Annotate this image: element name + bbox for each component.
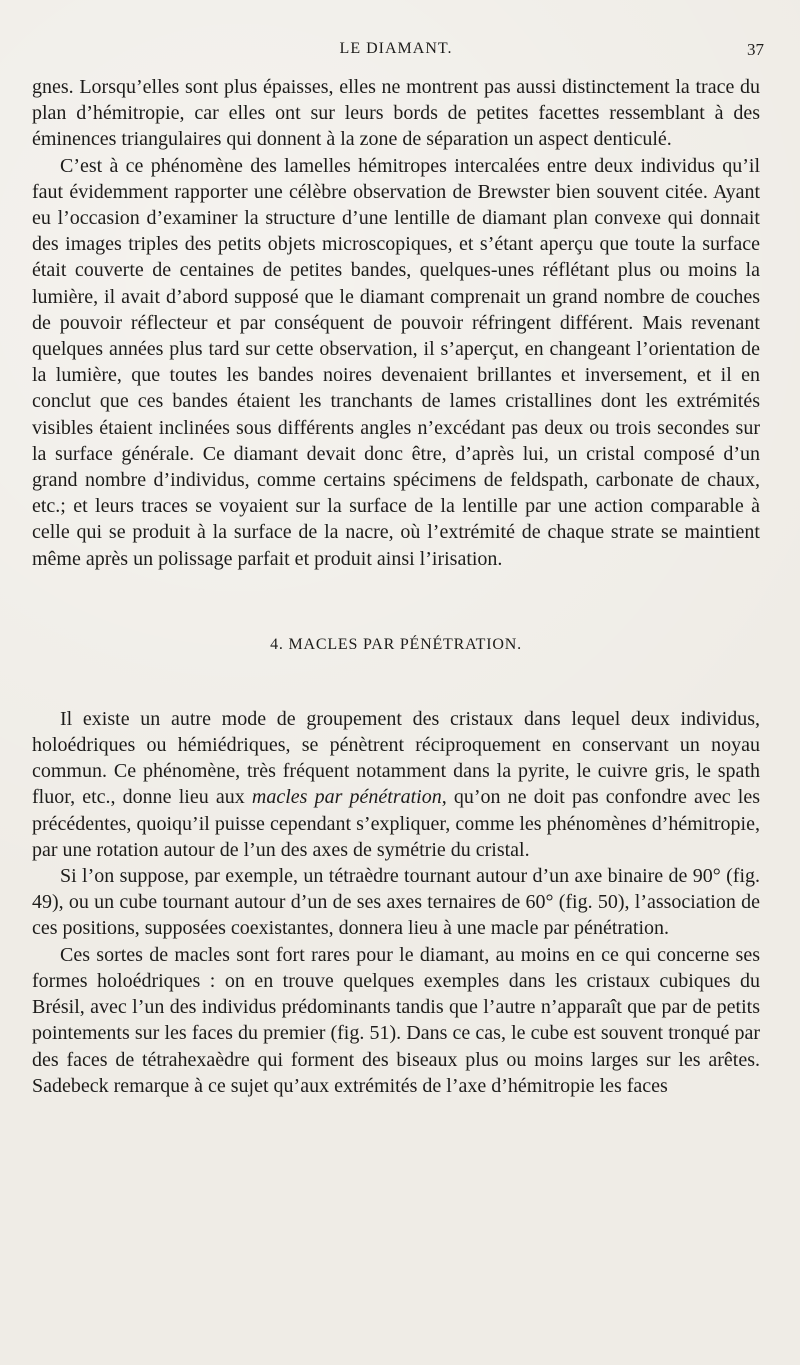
paragraph: Si l’on suppose, par exemple, un tétraèdre tournant autour d’un axe binaire de 90° (fig. 49), ou un cube tournant autour d’un de ses axes ternaires de 60° (fig. 50), l’association de ces positions, supposées coexistantes, donnera lieu à une macle par pénétration. [32, 865, 760, 940]
running-header [32, 40, 764, 74]
body-text [32, 74, 760, 1099]
paragraph-text: Il existe un autre mode de groupement des cristaux dans lequel deux individus, holoédriques ou hémiédriques, se pénètrent réciproquement en conservant un noyau commun. Ce phénomène, très fréquent notamment dans la pyrite, le cuivre gris, le spath fluor, etc., donne lieu aux [32, 707, 760, 809]
paragraph-text: , qu’on ne doit pas confondre avec les précédentes, quoiqu’il puisse cependant s’expliquer, comme les phénomènes d’hémitropie, par une rotation autour de l’un des axes de symétrie du cristal. [32, 786, 760, 861]
paragraph: C’est à ce phénomène des lamelles hémitropes intercalées entre deux individus qu’il faut évidemment rapporter une célèbre observation de Brewster bien souvent citée. Ayant eu l’occasion d’examiner la structure d’une lentille de diamant plan convexe qui donnait des images triples des petits objets microscopiques, et s’étant aperçu que toute la surface était couverte de centaines de petites bandes, quelques-unes réflétant plus ou moins la lumière, il avait d’abord supposé que le diamant comprenait un grand nombre de couches de pouvoir réflecteur et par conséquent de pouvoir réfringent différent. Mais revenant quelques années plus tard sur cette observation, il s’aperçut, en changeant l’orientation de la lumière, que toutes les bandes noires devenaient brillantes et inversement, et il en conclut que ces bandes étaient les tranchants de lames cristallines dont les extrémités visibles étaient inclinées sous différents angles n’excédant pas deux ou trois secondes sur la surface générale. Ce diamant devait donc être, d’après lui, un cristal composé d’un grand nombre d’individus, comme certains spécimens de feldspath, carbonate de chaux, etc.; et leurs traces se voyaient sur la surface de la lentille par une action comparable à celle qui se produit à la surface de la nacre, où l’extrémité de chaque strate se maintient même après un polissage parfait et produit ainsi l’irisation. [32, 154, 760, 570]
page-number: 37 [747, 40, 764, 59]
paragraph [32, 706, 760, 863]
page-title: LE DIAMANT. [339, 40, 453, 57]
italic-term: macles par pénétration [251, 786, 442, 809]
section-title: 4. MACLES PAR PÉNÉTRATION. [270, 635, 522, 653]
paragraph: Ces sortes de macles sont fort rares pour le diamant, au moins en ce qui concerne ses formes holoédriques : on en trouve quelques exemples dans les cristaux cubiques du Brésil, avec l’un des individus prédominants tandis que l’autre n’apparaît que par de petits pointements sur les faces du premier (fig. 51). Dans ce cas, le cube est souvent tronqué par des faces de tétrahexaèdre qui forment des biseaux plus ou moins larges sur les arêtes. Sadebeck remarque à ce sujet qu’aux extrémités de l’axe d’hémitropie les faces [32, 943, 760, 1097]
paragraph: gnes. Lorsqu’elles sont plus épaisses, elles ne montrent pas aussi distinctement la trace du plan d’hémitropie, car elles ont sur leurs bords de petites facettes ressemblant à des éminences triangulaires qui donnent à la zone de séparation un aspect denticulé. [32, 76, 760, 151]
